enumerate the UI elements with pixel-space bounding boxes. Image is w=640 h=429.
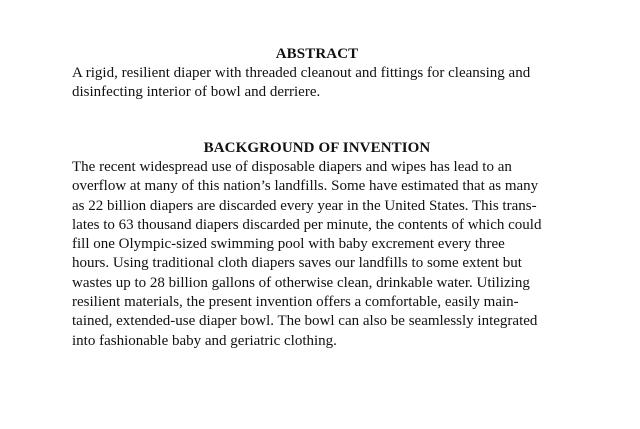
abstract-section [72,45,562,103]
background-paragraph [72,158,562,351]
background-line: wastes up to 28 billion gallons of otherwise clean, drinkable water. Utilizing [72,274,530,291]
background-line: hours. Using traditional cloth diapers saves our landfills to some extent but [72,255,522,272]
abstract-line: disinfecting interior of bowl and derriere. [72,84,321,101]
background-section [72,139,562,351]
abstract-heading: ABSTRACT [275,46,359,62]
background-line: The recent widespread use of disposable diapers and wipes has lead to an [72,159,512,175]
abstract-line: A rigid, resilient diaper with threaded cleanout and fittings for cleansing and [72,65,531,81]
background-heading: BACKGROUND OF INVENTION [203,140,431,156]
background-line: fill one Olympic-sized swimming pool with baby excrement every three [72,236,505,253]
background-line: overflow at many of this nation’s landfills. Some have estimated that as many [72,178,539,195]
background-line: as 22 billion diapers are discarded every year in the United States. This trans- [72,197,537,214]
background-line: lates to 63 thousand diapers discarded per minute, the contents of which could [72,216,542,233]
background-line: into fashionable baby and geriatric clothing. [72,332,337,349]
background-line: tained, extended-use diaper bowl. The bowl can also be seamlessly integrated [72,313,538,330]
abstract-paragraph [72,64,562,103]
background-line: resilient materials, the present invention offers a comfortable, easily main- [72,294,519,311]
